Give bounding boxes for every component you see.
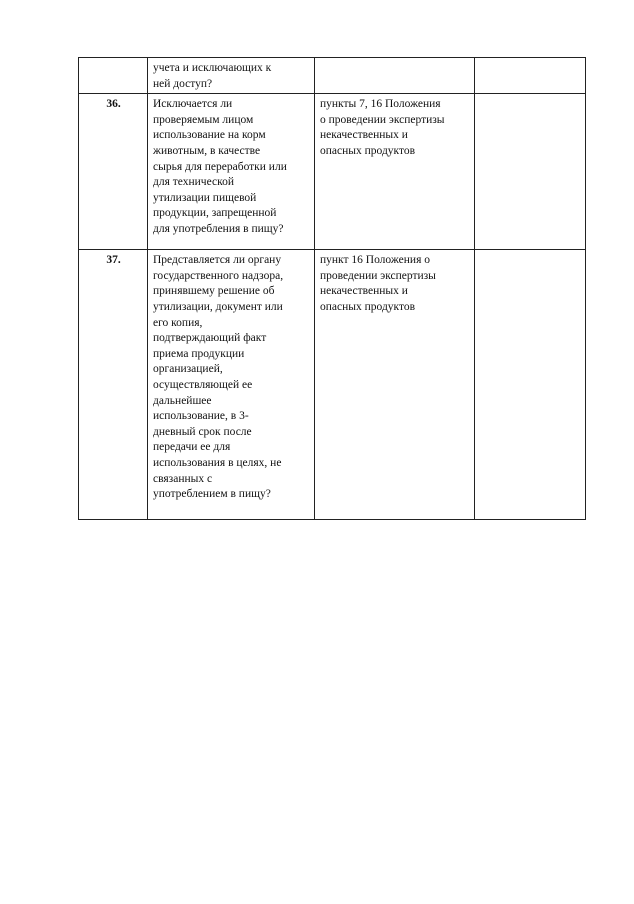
legal-basis-cell xyxy=(315,58,475,94)
question-cell: Представляется ли органу государственного надзора, принявшему решение об утилизации, документ или его копия, подтверждающий факт приема продукции организацией, осуществляющей ее дальнейшее использование, в 3- дневный срок после передачи ее для использования в целях, не связанных с употреблением в пищу? xyxy=(148,250,315,520)
answer-cell xyxy=(475,94,586,250)
legal-basis-cell: пункты 7, 16 Положения о проведении экспертизы некачественных и опасных продуктов xyxy=(315,94,475,250)
answer-cell xyxy=(475,58,586,94)
legal-basis-cell: пункт 16 Положения о проведении экспертизы некачественных и опасных продуктов xyxy=(315,250,475,520)
question-cell: Исключается ли проверяемым лицом использование на корм животным, в качестве сырья для переработки или для технической утилизации пищевой продукции, запрещенной для употребления в пищу? xyxy=(148,94,315,250)
table-row-37 xyxy=(79,250,586,520)
table-row-36 xyxy=(79,94,586,250)
table-row-continued xyxy=(79,58,586,94)
row-number-cell: 37. xyxy=(79,250,148,520)
checklist-table xyxy=(78,57,586,520)
answer-cell xyxy=(475,250,586,520)
question-cell: учета и исключающих к ней доступ? xyxy=(148,58,315,94)
row-number-cell: 36. xyxy=(79,94,148,250)
row-number-cell xyxy=(79,58,148,94)
